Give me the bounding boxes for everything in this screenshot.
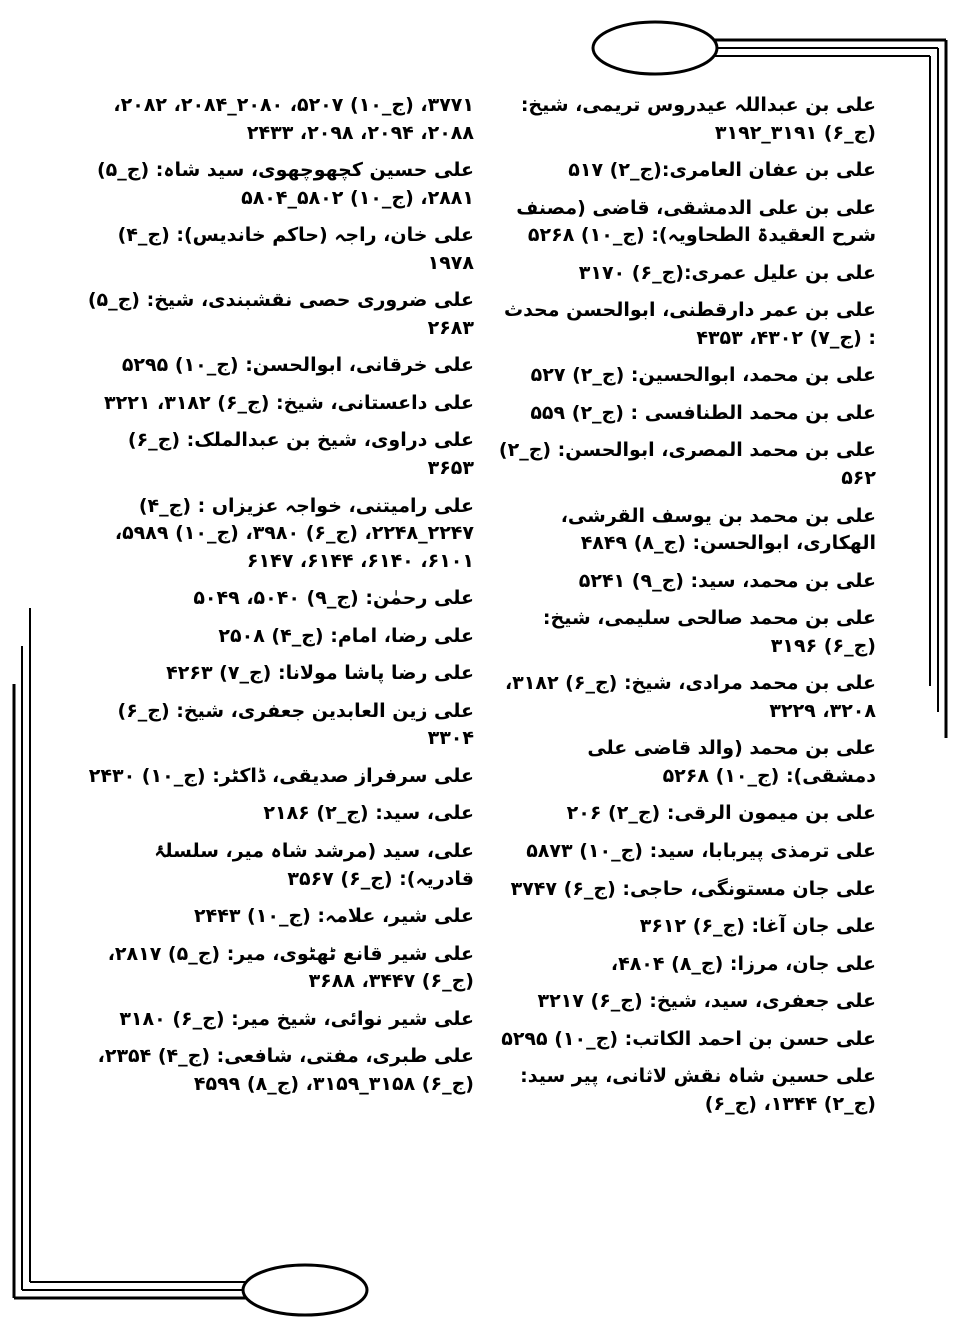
index-entry: علی جان مستونگی، حاجی: (ج_۶) ۳۷۴۷ [510, 877, 876, 900]
index-entry: علی شیر نوائی، شیخ میر: (ج_۶) ۳۱۸۰ [119, 1007, 474, 1030]
index-entry: علی بن عفان العامری:(ج_۲) ۵۱۷ [568, 159, 876, 182]
index-entry: علی، سید (مرشد شاہ میر، سلسلۂ قادریہ): (ج_۶) ۳۵۶۷ [154, 840, 474, 890]
index-entry: علی زین العابدین جعفری، شیخ: (ج_۶) ۳۳۰۴ [117, 699, 474, 750]
index-entry: علی بن میمون الرقی: (ج_۲) ۲۰۶ [566, 802, 876, 825]
index-column-right [492, 92, 876, 1128]
index-entry: علی جعفری، سید، شیخ: (ج_۶) ۳۲۱۷ [537, 990, 876, 1013]
index-entry: علی بن محمد مرادی، شیخ: (ج_۶) ۳۱۸۲، ۳۲۰۸، ۳۲۲۹ [504, 672, 876, 722]
index-entry: علی بن محمد الطنافسی : (ج_۲) ۵۵۹ [530, 401, 876, 424]
index-entry: علی حسین شاہ نقش لاثانی، پیر سید: (ج_۲) ۱۳۴۴، (ج_۶) [520, 1065, 876, 1115]
index-entry: علی ترمذی پیربابا، سید: (ج_۱۰) ۵۸۷۳ [526, 840, 876, 863]
index-entry: علی طبری، مفتی، شافعی: (ج_۴) ۲۳۵۴، (ج_۶) ۳۱۵۸_۳۱۵۹، (ج_۸) ۴۵۹۹ [97, 1045, 474, 1095]
index-entry: علی بن عبداللہ عیدروس تریمی، شیخ:(ج_۶) ۳۱۹۱_۳۱۹۲ [520, 94, 876, 144]
index-entry: علی بن محمد، سید: (ج_۹) ۵۲۴۱ [578, 569, 876, 592]
index-entry: علی رضا، امام: (ج_۴) ۲۵۰۸ [218, 624, 474, 647]
index-column-left [82, 92, 474, 1108]
index-entry: علی بن محمد (والد قاضی علی دمشقی): (ج_۱۰) ۵۲۶۸ [587, 737, 876, 787]
index-entry: علی بن محمد صالحی سلیمی، شیخ: (ج_۶) ۳۱۹۶ [542, 607, 876, 657]
index-entry: علی رامیتنی، خواجہ عزیزاں : (ج_۴) ۲۲۴۷_۲۲۴۸، (ج_۶) ۳۹۸۰، (ج_۱۰) ۵۹۸۹، ۶۱۰۱، ۶۱۴۰، ۶۱۴۴، ۶۱۴۷ [114, 494, 474, 572]
index-entry: علی خان، راجہ (حاکم خاندیس): (ج_۴) ۱۹۷۸ [117, 224, 474, 274]
top-ornament [593, 22, 717, 74]
index-entry: علی حسین کچھوچھوی، سید شاہ: (ج_۵) ۲۸۸۱، (ج_۱۰) ۵۸۰۲_۵۸۰۴ [96, 159, 474, 209]
index-entry: علی، سید: (ج_۲) ۲۱۸۶ [263, 802, 474, 825]
index-entry: علی شیر، علامہ: (ج_۱۰) ۲۴۴۳ [194, 905, 474, 928]
index-entry: علی بن محمد بن یوسف القرشی، الھکاری، ابوالحسن: (ج_۸) ۴۸۴۹ [560, 504, 876, 555]
index-entry: علی ضروری حصی نقشبندی، شیخ: (ج_۵) ۲۶۸۳ [87, 289, 474, 339]
index-entry: علی شیر قانع ٹھٹوی، میر: (ج_۵) ۲۸۱۷، (ج_۶) ۳۴۴۷، ۳۶۸۸ [107, 942, 474, 993]
index-entry: علی حسن بن احمد الکاتب: (ج_۱۰) ۵۲۹۵ [501, 1027, 876, 1050]
index-entry: علی رحمٰن: (ج_۹) ۵۰۴۰، ۵۰۴۹ [193, 587, 474, 610]
index-entry: علی بن علی الدمشقی، قاضی (مصنف شرح العقیدۃ الطحاویہ): (ج_۱۰) ۵۲۶۸ [516, 196, 876, 247]
index-entry: علی رضا پاشا مولانا: (ج_۷) ۴۲۶۳ [166, 662, 474, 685]
index-entry: علی خرقانی، ابوالحسن: (ج_۱۰) ۵۲۹۵ [121, 354, 474, 377]
index-entry: علی بن عمر دارقطنی، ابوالحسن محدث : (ج_۷) ۴۳۰۲، ۴۳۵۳ [503, 299, 876, 349]
index-entry: علی بن علیل عمری:(ج_۶) ۳۱۷۰ [578, 261, 876, 284]
index-entry: علی دراوی، شیخ بن عبدالملک: (ج_۶) ۳۶۵۳ [127, 429, 474, 480]
index-entry: علی سرفراز صدیقی، ڈاکٹر: (ج_۱۰) ۲۴۳۰ [88, 764, 474, 787]
index-entry: ۳۷۷۱، (ج_۱۰) ۵۲۰۷، ۲۰۸۰_۲۰۸۴، ۲۰۸۲، ۲۰۸۸، ۲۰۹۴، ۲۰۹۸، ۲۴۳۳ [113, 94, 474, 144]
index-entry: علی جان آغا: (ج_۶) ۳۶۱۲ [639, 915, 876, 938]
index-entry: علی بن محمد المصری، ابوالحسن: (ج_۲) ۵۶۲ [498, 439, 876, 490]
index-entry: علی بن محمد، ابوالحسین: (ج_۲) ۵۲۷ [530, 364, 876, 387]
index-entry: علی جان، مرزا: (ج_۸) ۴۸۰۴، [610, 952, 876, 975]
index-entry: علی داعستانی، شیخ: (ج_۶) ۳۱۸۲، ۳۲۲۱ [104, 391, 474, 414]
bottom-ornament [243, 1265, 367, 1315]
